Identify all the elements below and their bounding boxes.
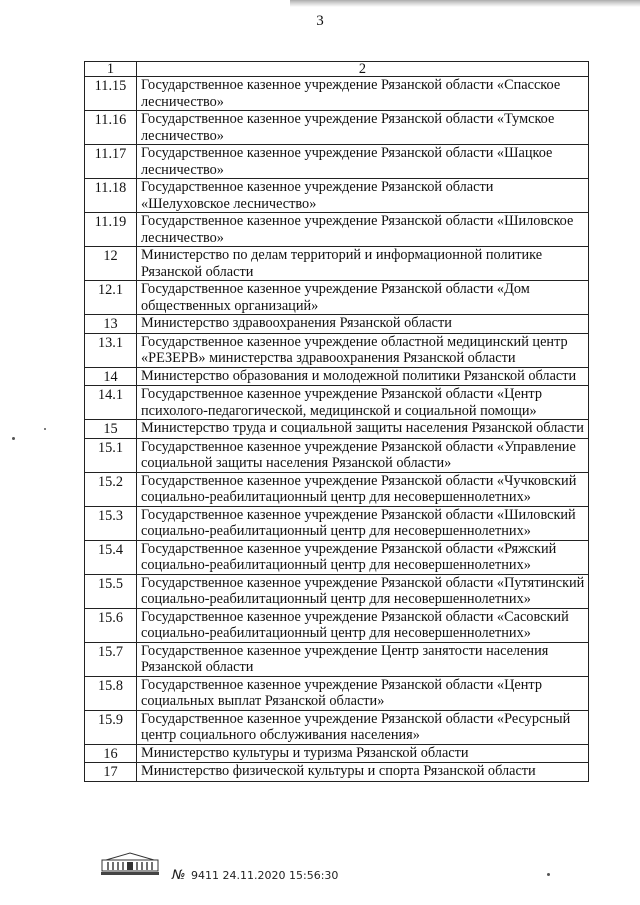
column-header-name: 2 — [137, 62, 589, 77]
government-building-icon — [100, 850, 160, 876]
table-row — [85, 179, 589, 213]
institution-name: Министерство культуры и туризма Рязанской области — [137, 744, 589, 763]
row-number: 11.15 — [85, 77, 137, 111]
institution-name: Министерство образования и молодежной политики Рязанской области — [137, 367, 589, 386]
institution-name: Министерство здравоохранения Рязанской области — [137, 315, 589, 334]
institution-name: Государственное казенное учреждение Рязанской области «Сасовский социально-реабилитационный центр для несовершеннолетних» — [137, 608, 589, 642]
table-row — [85, 744, 589, 763]
institution-name: Государственное казенное учреждение Рязанской области «Центр психолого-педагогической, медицинской и социальной помощи» — [137, 386, 589, 420]
institution-name: Государственное казенное учреждение Рязанской области «Путятинский социально-реабилитационный центр для несовершеннолетних» — [137, 574, 589, 608]
table-row — [85, 145, 589, 179]
page-number: 3 — [316, 13, 324, 29]
table-row — [85, 247, 589, 281]
row-number: 16 — [85, 744, 137, 763]
row-number: 11.19 — [85, 213, 137, 247]
scan-edge-artifact — [290, 0, 640, 7]
row-number: 11.18 — [85, 179, 137, 213]
row-number: 12 — [85, 247, 137, 281]
row-number: 15.4 — [85, 540, 137, 574]
row-number: 12.1 — [85, 281, 137, 315]
institution-name: Государственное казенное учреждение Рязанской области «Управление социальной защиты населения Рязанской области» — [137, 438, 589, 472]
table-row — [85, 367, 589, 386]
institution-name: Государственное казенное учреждение Центр занятости населения Рязанской области — [137, 642, 589, 676]
table-row — [85, 333, 589, 367]
scan-speck — [547, 873, 550, 876]
institution-name: Государственное казенное учреждение Рязанской области «Тумское лесничество» — [137, 111, 589, 145]
institution-name: Министерство по делам территорий и информационной политике Рязанской области — [137, 247, 589, 281]
row-number: 15.3 — [85, 506, 137, 540]
institution-name: Министерство физической культуры и спорта Рязанской области — [137, 763, 589, 782]
scan-speck — [44, 428, 46, 430]
row-number: 15.5 — [85, 574, 137, 608]
registration-stamp — [172, 868, 338, 883]
row-number: 15.8 — [85, 676, 137, 710]
row-number: 14.1 — [85, 386, 137, 420]
table-row — [85, 540, 589, 574]
institution-name: Государственное казенное учреждение Рязанской области «Ресурсный центр социального обслуживания населения» — [137, 710, 589, 744]
table-row — [85, 438, 589, 472]
table-row — [85, 420, 589, 439]
institution-name: Государственное казенное учреждение Рязанской области «Шелуховское лесничество» — [137, 179, 589, 213]
institution-name: Государственное казенное учреждение Рязанской области «Шацкое лесничество» — [137, 145, 589, 179]
row-number: 15 — [85, 420, 137, 439]
row-number: 15.7 — [85, 642, 137, 676]
scan-speck — [12, 437, 15, 440]
table-row — [85, 506, 589, 540]
table-row — [85, 315, 589, 334]
row-number: 13.1 — [85, 333, 137, 367]
table-header-row — [85, 62, 589, 77]
institution-name: Государственное казенное учреждение Рязанской области «Спасское лесничество» — [137, 77, 589, 111]
institution-name: Государственное казенное учреждение Рязанской области «Чучковский социально-реабилитационный центр для несовершеннолетних» — [137, 472, 589, 506]
table-row — [85, 608, 589, 642]
institution-name: Государственное казенное учреждение Рязанской области «Ряжский социально-реабилитационный центр для несовершеннолетних» — [137, 540, 589, 574]
table-row — [85, 574, 589, 608]
table-row — [85, 710, 589, 744]
table-row — [85, 281, 589, 315]
table-row — [85, 642, 589, 676]
table-row — [85, 213, 589, 247]
institutions-table — [84, 61, 589, 782]
institution-name: Государственное казенное учреждение Рязанской области «Шиловское лесничество» — [137, 213, 589, 247]
registration-text: 9411 24.11.2020 15:56:30 — [191, 869, 339, 882]
row-number: 14 — [85, 367, 137, 386]
institution-name: Государственное казенное учреждение Рязанской области «Шиловский социально-реабилитационный центр для несовершеннолетних» — [137, 506, 589, 540]
row-number: 17 — [85, 763, 137, 782]
table-row — [85, 77, 589, 111]
institution-name: Министерство труда и социальной защиты населения Рязанской области — [137, 420, 589, 439]
table-row — [85, 676, 589, 710]
row-number: 15.6 — [85, 608, 137, 642]
column-header-number: 1 — [85, 62, 137, 77]
institution-name: Государственное казенное учреждение областной медицинский центр «РЕЗЕРВ» министерства здравоохранения Рязанской области — [137, 333, 589, 367]
row-number: 11.16 — [85, 111, 137, 145]
table-row — [85, 111, 589, 145]
institution-name: Государственное казенное учреждение Рязанской области «Центр социальных выплат Рязанской области» — [137, 676, 589, 710]
institution-name: Государственное казенное учреждение Рязанской области «Дом общественных организаций» — [137, 281, 589, 315]
table-row — [85, 763, 589, 782]
registration-mark-icon: № — [172, 868, 186, 883]
row-number: 15.1 — [85, 438, 137, 472]
row-number: 13 — [85, 315, 137, 334]
row-number: 11.17 — [85, 145, 137, 179]
table-row — [85, 386, 589, 420]
row-number: 15.9 — [85, 710, 137, 744]
table-row — [85, 472, 589, 506]
row-number: 15.2 — [85, 472, 137, 506]
